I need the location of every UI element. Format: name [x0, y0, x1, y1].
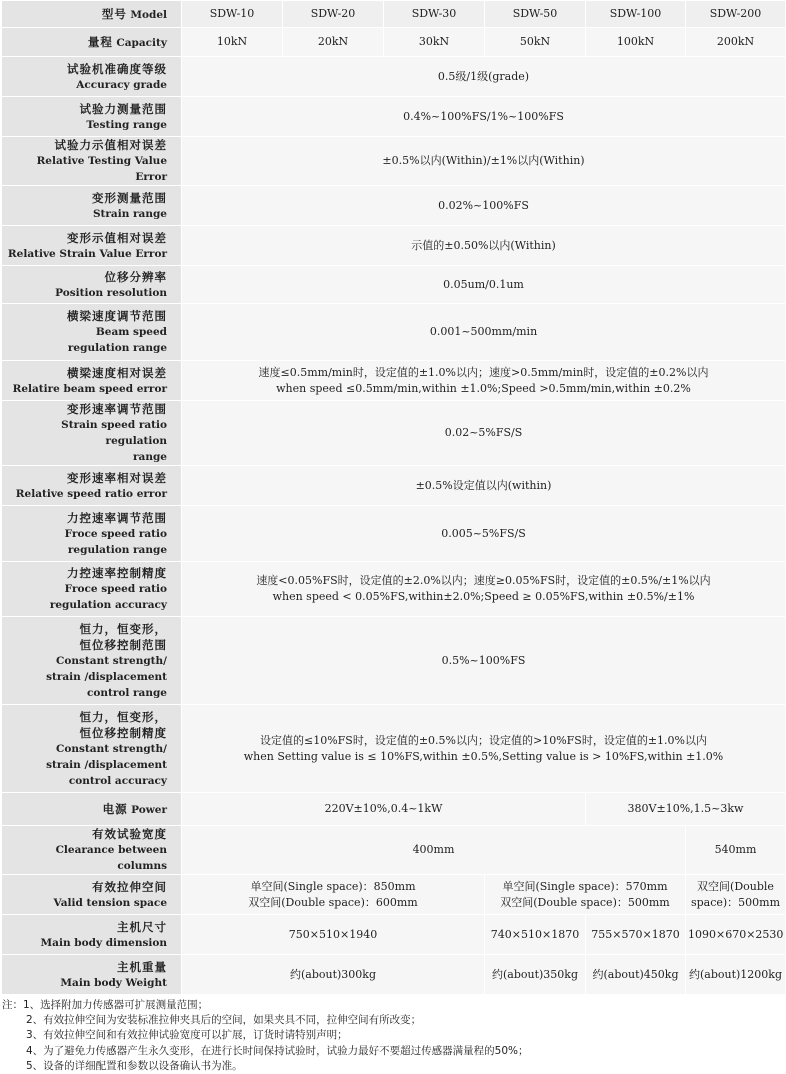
relative-testing-error-label: 试验力示值相对误差 Relative Testing Value Error — [2, 137, 182, 186]
row-force-speed-accuracy — [2, 562, 786, 617]
model-sdw-20: SDW-20 — [283, 1, 384, 28]
capacity-value: 20kN — [283, 28, 384, 57]
row-strain-speed-ratio — [2, 401, 786, 466]
note-item: 2、有效拉伸空间为安装标准拉伸夹具后的空间，如果夹具不同，拉伸空间有所改变； — [26, 1014, 422, 1027]
row-beam-speed — [2, 304, 786, 361]
force-speed-accuracy-value: 速度<0.05%FS时，设定值的±2.0%以内；速度≥0.05%FS时，设定值的±0.5%/±1%以内 when speed < 0.05%FS,within±2.0%;Speed ≥ 0.05%FS,within ±0.5%/±1% — [182, 562, 786, 617]
clearance-label: 有效试验宽度 Clearance between columns — [2, 826, 182, 875]
strain-speed-ratio-label: 变形速率调节范围 Strain speed ratio regulation range — [2, 401, 182, 466]
note-item: 5、设备的详细配置和参数以设备确认书为准。 — [26, 1059, 243, 1072]
row-clearance — [2, 826, 786, 875]
model-sdw-10: SDW-10 — [182, 1, 283, 28]
testing-range-label: 试验力测量范围 Testing range — [2, 97, 182, 137]
row-dimension — [2, 915, 786, 955]
beam-speed-error-value: 速度≤0.5mm/min时，设定值的±1.0%以内；速度>0.5mm/min时，设定值的±0.2%以内 when speed ≤0.5mm/min,within ±1.0%;Speed >0.5mm/min,within ±0.2% — [182, 361, 786, 401]
capacity-value: 100kN — [586, 28, 686, 57]
constant-range-label: 恒力，恒变形， 恒位移控制范围 Constant strength/ strain /displacement control range — [2, 617, 182, 705]
weight-value-c: 约(about)450kg — [586, 955, 686, 995]
accuracy-value: 0.5级/1级(grade) — [182, 57, 786, 97]
capacity-label: 量程 Capacity — [2, 28, 182, 57]
row-model — [2, 1, 786, 28]
dimension-value-a: 750×510×1940 — [182, 915, 485, 955]
strain-speed-ratio-value: 0.02~5%FS/S — [182, 401, 786, 466]
note-item: 3、有效拉伸空间和有效拉伸试验宽度可以扩展，订货时请特别声明； — [26, 1029, 348, 1042]
strain-range-value: 0.02%~100%FS — [182, 186, 786, 226]
relative-strain-error-label: 变形示值相对误差 Relative Strain Value Error — [2, 226, 182, 266]
power-value-a: 220V±10%,0.4~1kW — [182, 793, 586, 826]
dimension-value-b: 740×510×1870 — [485, 915, 586, 955]
row-relative-speed-ratio-error — [2, 466, 786, 506]
row-beam-speed-error — [2, 361, 786, 401]
row-relative-strain-error — [2, 226, 786, 266]
power-label: 电源 Power — [2, 793, 182, 826]
clearance-value-a: 400mm — [182, 826, 686, 875]
force-speed-accuracy-label: 力控速率控制精度 Froce speed ratio regulation accuracy — [2, 562, 182, 617]
model-sdw-100: SDW-100 — [586, 1, 686, 28]
tension-space-value-b: 单空间(Single space)：570mm 双空间(Double space)：500mm — [485, 875, 686, 915]
constant-range-value: 0.5%~100%FS — [182, 617, 786, 705]
row-strain-range — [2, 186, 786, 226]
row-force-speed — [2, 506, 786, 562]
weight-label: 主机重量 Main body Weight — [2, 955, 182, 995]
note-item: 注：1、选择附加力传感器可扩展测量范围； — [2, 999, 209, 1011]
capacity-value: 50kN — [485, 28, 586, 57]
tension-space-value-c: 双空间(Double space)：500mm — [686, 875, 786, 915]
capacity-value: 200kN — [686, 28, 786, 57]
constant-accuracy-label: 恒力，恒变形， 恒位移控制精度 Constant strength/ strain /displacement control accuracy — [2, 705, 182, 793]
testing-range-value: 0.4%~100%FS/1%~100%FS — [182, 97, 786, 137]
constant-accuracy-value: 设定值的≤10%FS时，设定值的±0.5%以内；设定值的>10%FS时，设定值的±1.0%以内 when Setting value is ≤ 10%FS,within ±0.5%,Setting value is > 10%FS,within ±1.0% — [182, 705, 786, 793]
position-resolution-label: 位移分辨率 Position resolution — [2, 266, 182, 304]
model-sdw-30: SDW-30 — [384, 1, 485, 28]
notes — [2, 998, 786, 1074]
row-relative-testing-error — [2, 137, 786, 186]
beam-speed-error-label: 横梁速度相对误差 Relatire beam speed error — [2, 361, 182, 401]
relative-testing-error-value: ±0.5%以内(Within)/±1%以内(Within) — [182, 137, 786, 186]
tension-space-value-a: 单空间(Single space)：850mm 双空间(Double space)：600mm — [182, 875, 485, 915]
row-constant-accuracy — [2, 705, 786, 793]
power-value-b: 380V±10%,1.5~3kw — [586, 793, 786, 826]
relative-speed-ratio-error-value: ±0.5%设定值以内(within) — [182, 466, 786, 506]
spec-table — [1, 0, 786, 995]
model-sdw-200: SDW-200 — [686, 1, 786, 28]
beam-speed-value: 0.001~500mm/min — [182, 304, 786, 361]
dimension-label: 主机尺寸 Main body dimension — [2, 915, 182, 955]
model-sdw-50: SDW-50 — [485, 1, 586, 28]
note-item: 4、为了避免力传感器产生永久变形，在进行长时间保持试验时，试验力最好不要超过传感器满量程的50%； — [26, 1044, 529, 1057]
row-position-resolution — [2, 266, 786, 304]
row-capacity — [2, 28, 786, 57]
capacity-value: 10kN — [182, 28, 283, 57]
row-constant-range — [2, 617, 786, 705]
dimension-value-d: 1090×670×2530 — [686, 915, 786, 955]
position-resolution-value: 0.05um/0.1um — [182, 266, 786, 304]
weight-value-b: 约(about)350kg — [485, 955, 586, 995]
relative-strain-error-value: 示值的±0.50%以内(Within) — [182, 226, 786, 266]
force-speed-value: 0.005~5%FS/S — [182, 506, 786, 562]
relative-speed-ratio-error-label: 变形速率相对误差 Relative speed ratio error — [2, 466, 182, 506]
strain-range-label: 变形测量范围 Strain range — [2, 186, 182, 226]
tension-space-label: 有效拉伸空间 Valid tension space — [2, 875, 182, 915]
capacity-value: 30kN — [384, 28, 485, 57]
dimension-value-c: 755×570×1870 — [586, 915, 686, 955]
row-weight — [2, 955, 786, 995]
model-label: 型号 Model — [2, 1, 182, 28]
row-testing-range — [2, 97, 786, 137]
row-power — [2, 793, 786, 826]
weight-value-a: 约(about)300kg — [182, 955, 485, 995]
beam-speed-label: 横梁速度调节范围 Beam speed regulation range — [2, 304, 182, 361]
force-speed-label: 力控速率调节范围 Froce speed ratio regulation range — [2, 506, 182, 562]
row-accuracy — [2, 57, 786, 97]
row-tension-space — [2, 875, 786, 915]
clearance-value-b: 540mm — [686, 826, 786, 875]
weight-value-d: 约(about)1200kg — [686, 955, 786, 995]
accuracy-label: 试验机准确度等级 Accuracy grade — [2, 57, 182, 97]
